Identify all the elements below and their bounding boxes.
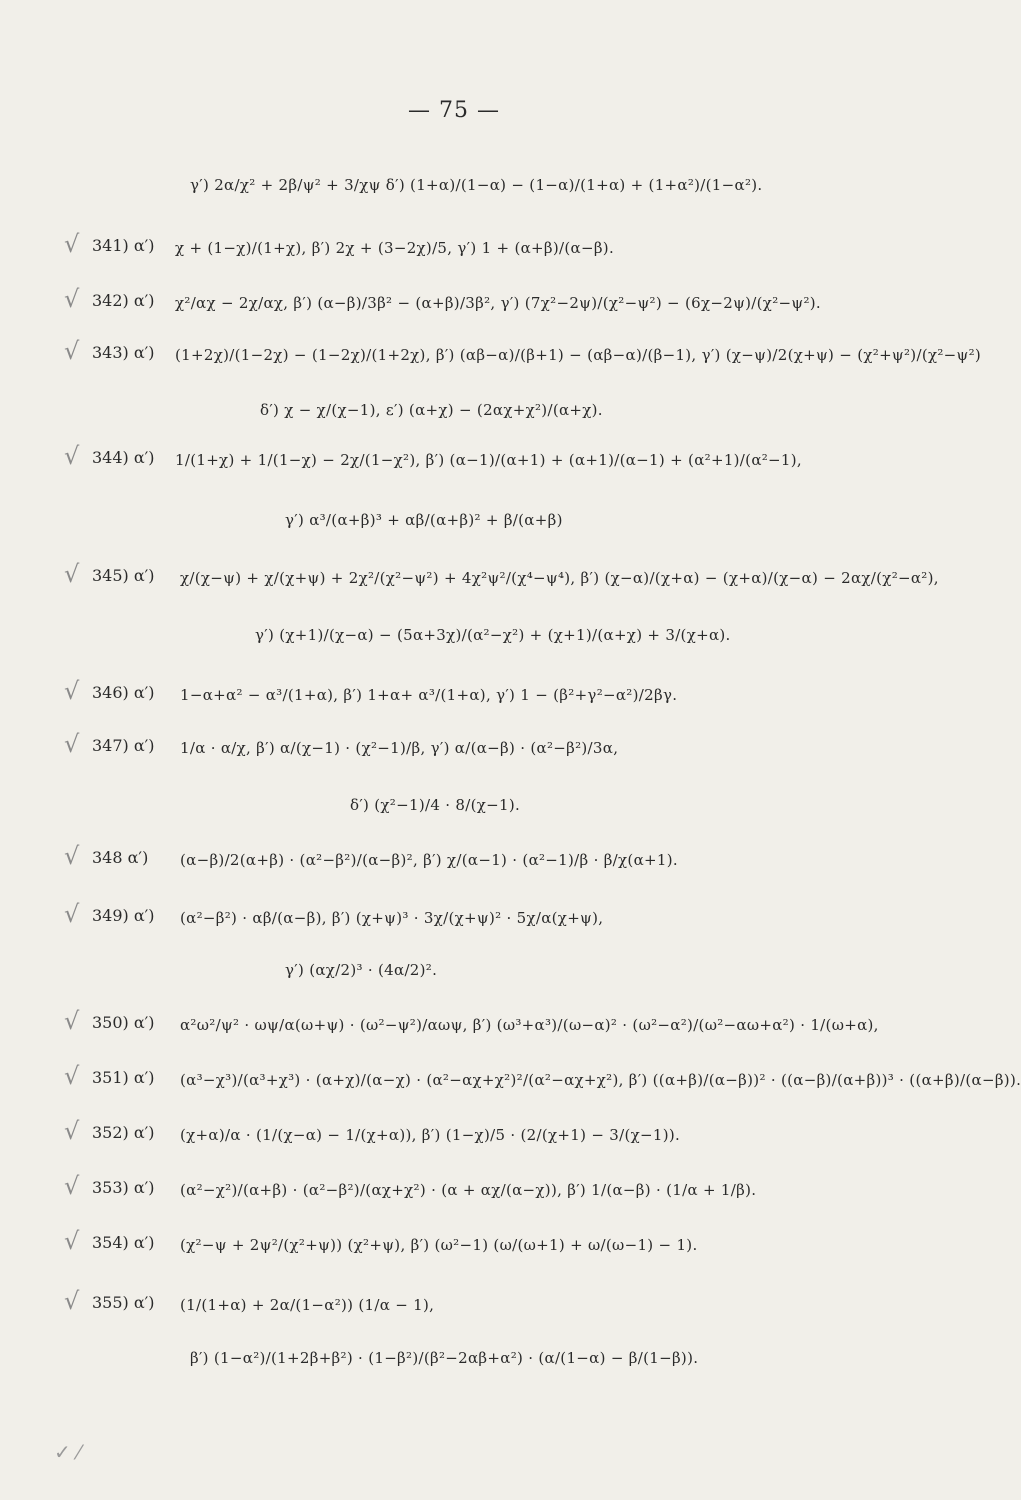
exercise-number: 348 α′) <box>92 848 149 867</box>
exercise-line <box>0 500 908 540</box>
check-mark-icon: √ <box>64 560 80 588</box>
math-expression: δ′) χ − χ/(χ−1), ε′) (α+χ) − (2αχ+χ²)/(α+χ). <box>260 401 603 419</box>
math-expression: γ′) 2α/χ² + 2β/ψ² + 3/χψ δ′) (1+α)/(1−α) − (1−α)/(1+α) + (1+α²)/(1−α²). <box>190 176 763 194</box>
exercise-number: 355) α′) <box>92 1293 155 1312</box>
math-expression: χ + (1−χ)/(1+χ), β′) 2χ + (3−2χ)/5, γ′) 1 + (α+β)/(α−β). <box>175 239 615 257</box>
exercise-number: 352) α′) <box>92 1123 155 1142</box>
exercise-line <box>0 558 939 598</box>
check-mark-icon: √ <box>64 842 80 870</box>
math-expression: (α²−β²) · αβ/(α−β), β′) (χ+ψ)³ · 3χ/(χ+ψ)² · 5χ/α(χ+ψ), <box>180 909 604 927</box>
exercise-line <box>0 1170 908 1210</box>
exercise-number: 347) α′) <box>92 736 155 755</box>
check-mark-icon: √ <box>64 1007 80 1035</box>
exercise-number: 341) α′) <box>92 236 155 255</box>
check-mark-icon: √ <box>64 730 80 758</box>
math-expression: (χ+α)/α · (1/(χ−α) − 1/(χ+α)), β′) (1−χ)/5 · (2/(χ+1) − 3/(χ−1)). <box>180 1126 681 1144</box>
math-expression: γ′) (αχ/2)³ · (4α/2)². <box>285 961 438 979</box>
check-mark-icon: √ <box>64 1287 80 1315</box>
exercise-line <box>0 1060 1021 1100</box>
check-mark-icon: √ <box>64 442 80 470</box>
exercise-line <box>0 1285 908 1325</box>
exercise-line <box>0 840 908 880</box>
math-expression: (χ²−ψ + 2ψ²/(χ²+ψ)) (χ²+ψ), β′) (ω²−1) (ω/(ω+1) + ω/(ω−1) − 1). <box>180 1236 698 1254</box>
math-expression: (α³−χ³)/(α³+χ³) · (α+χ)/(α−χ) · (α²−αχ+χ²)²/(α²−αχ+χ²), β′) ((α+β)/(α−β))² · ((α−β)/(α+β))³ · ((α+β)/(α−β)). <box>180 1071 1021 1089</box>
exercise-number: 353) α′) <box>92 1178 155 1197</box>
check-mark-icon: √ <box>64 677 80 705</box>
exercise-number: 343) α′) <box>92 343 155 362</box>
exercise-line <box>0 615 908 655</box>
math-expression: χ/(χ−ψ) + χ/(χ+ψ) + 2χ²/(χ²−ψ²) + 4χ²ψ²/(χ⁴−ψ⁴), β′) (χ−α)/(χ+α) − (χ+α)/(χ−α) − 2αχ/(χ²−α²), <box>180 569 939 587</box>
check-mark-icon: √ <box>64 1062 80 1090</box>
exercise-line <box>0 1005 908 1045</box>
exercise-line <box>0 785 908 825</box>
exercise-number: 350) α′) <box>92 1013 155 1032</box>
check-mark-icon: √ <box>64 230 80 258</box>
check-mark-icon: √ <box>64 1227 80 1255</box>
math-expression: (1/(1+α) + 2α/(1−α²)) (1/α − 1), <box>180 1296 435 1314</box>
exercise-number: 342) α′) <box>92 291 155 310</box>
math-expression: 1/(1+χ) + 1/(1−χ) − 2χ/(1−χ²), β′) (α−1)/(α+1) + (α+1)/(α−1) + (α²+1)/(α²−1), <box>175 451 802 469</box>
exercise-number: 349) α′) <box>92 906 155 925</box>
exercise-number: 346) α′) <box>92 683 155 702</box>
exercise-line <box>0 675 908 715</box>
math-expression: (α−β)/2(α+β) · (α²−β²)/(α−β)², β′) χ/(α−1) · (α²−1)/β · β/χ(α+1). <box>180 851 678 869</box>
math-expression: (1+2χ)/(1−2χ) − (1−2χ)/(1+2χ), β′) (αβ−α)/(β+1) − (αβ−α)/(β−1), γ′) (χ−ψ)/2(χ+ψ) − (χ²+ψ²)/(χ²−ψ²) <box>175 346 982 364</box>
exercise-line <box>0 1338 908 1378</box>
math-expression: (α²−χ²)/(α+β) · (α²−β²)/(αχ+χ²) · (α + αχ/(α−χ)), β′) 1/(α−β) · (1/α + 1/β). <box>180 1181 757 1199</box>
exercise-number: 354) α′) <box>92 1233 155 1252</box>
exercise-line <box>0 228 908 268</box>
math-expression: β′) (1−α²)/(1+2β+β²) · (1−β²)/(β²−2αβ+α²) · (α/(1−α) − β/(1−β)). <box>190 1349 699 1367</box>
pencil-mark: ✓ ⁄ <box>54 1440 81 1464</box>
exercise-line <box>0 165 908 205</box>
check-mark-icon: √ <box>64 1117 80 1145</box>
math-expression: 1−α+α² − α³/(1+α), β′) 1+α+ α³/(1+α), γ′) 1 − (β²+γ²−α²)/2βγ. <box>180 686 678 704</box>
exercise-line <box>0 283 908 323</box>
check-mark-icon: √ <box>64 285 80 313</box>
math-expression: δ′) (χ²−1)/4 · 8/(χ−1). <box>350 796 521 814</box>
exercise-line <box>0 1115 908 1155</box>
exercise-number: 345) α′) <box>92 566 155 585</box>
exercise-line <box>0 390 908 430</box>
exercise-number: 351) α′) <box>92 1068 155 1087</box>
exercise-number: 344) α′) <box>92 448 155 467</box>
check-mark-icon: √ <box>64 1172 80 1200</box>
exercise-line <box>0 898 908 938</box>
exercise-line <box>0 950 908 990</box>
page-number: — 75 — <box>408 98 500 123</box>
check-mark-icon: √ <box>64 337 80 365</box>
check-mark-icon: √ <box>64 900 80 928</box>
math-expression: χ²/αχ − 2χ/αχ, β′) (α−β)/3β² − (α+β)/3β², γ′) (7χ²−2ψ)/(χ²−ψ²) − (6χ−2ψ)/(χ²−ψ²). <box>175 294 821 312</box>
math-expression: 1/α · α/χ, β′) α/(χ−1) · (χ²−1)/β, γ′) α/(α−β) · (α²−β²)/3α, <box>180 739 619 757</box>
math-expression: γ′) (χ+1)/(χ−α) − (5α+3χ)/(α²−χ²) + (χ+1)/(α+χ) + 3/(χ+α). <box>255 626 731 644</box>
exercise-line <box>0 1225 908 1265</box>
exercise-line <box>0 728 908 768</box>
exercise-line <box>0 440 908 480</box>
exercise-line <box>0 335 982 375</box>
math-expression: γ′) α³/(α+β)³ + αβ/(α+β)² + β/(α+β) <box>285 511 563 529</box>
math-expression: α²ω²/ψ² · ωψ/α(ω+ψ) · (ω²−ψ²)/αωψ, β′) (ω³+α³)/(ω−α)² · (ω²−α²)/(ω²−αω+α²) · 1/(ω+α), <box>180 1016 879 1034</box>
